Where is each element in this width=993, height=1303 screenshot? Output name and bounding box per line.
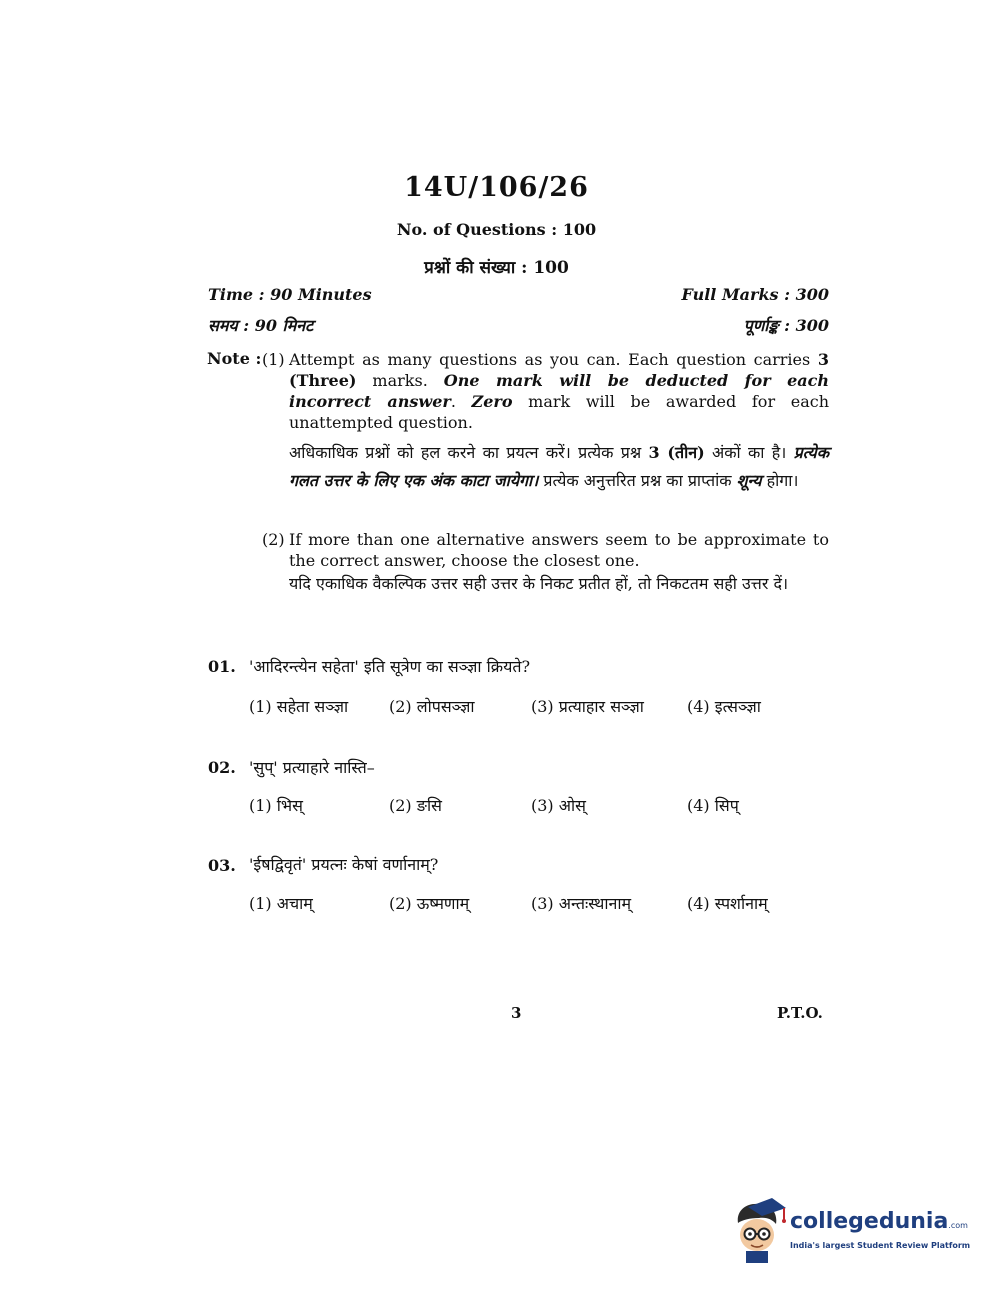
full-marks-en: Full Marks : 300 xyxy=(681,285,829,304)
question-2-option-2: (2) ङसि xyxy=(389,796,442,815)
note-2-english: If more than one alternative answers seem to be approximate to the correct answer, choose the closest one. xyxy=(289,530,829,570)
question-3-option-2: (2) ऊष्मणाम् xyxy=(389,894,470,913)
question-3-option-1: (1) अचाम् xyxy=(249,894,313,913)
note-label: Note : xyxy=(207,349,262,368)
note-2-number: (2) xyxy=(262,530,285,549)
full-marks-hi: पूर्णाङ्क : 300 xyxy=(743,316,829,335)
question-2-number: 02. xyxy=(208,758,236,777)
collegedunia-logo xyxy=(732,1195,971,1265)
question-1-option-1: (1) सहेता सञ्ज्ञा xyxy=(249,697,349,716)
question-1-number: 01. xyxy=(208,657,236,676)
number-of-questions-en: No. of Questions : 100 xyxy=(396,220,597,239)
question-1-option-4: (4) इत्सञ्ज्ञा xyxy=(687,697,761,716)
question-3-option-4: (4) स्पर्शानाम् xyxy=(687,894,768,913)
question-2-option-4: (4) सिप् xyxy=(687,796,739,815)
page-number: 3 xyxy=(511,1004,522,1022)
mascot-icon xyxy=(732,1195,788,1265)
logo-tagline: India's largest Student Review Platform xyxy=(790,1241,971,1250)
note-2-hindi: यदि एकाधिक वैकल्पिक उत्तर सही उत्तर के निकट प्रतीत हों, तो निकटतम सही उत्तर दें। xyxy=(289,574,789,593)
time-hi: समय : 90 मिनट xyxy=(208,316,314,335)
number-of-questions-hi: प्रश्नों की संख्या : 100 xyxy=(424,258,569,278)
question-3-number: 03. xyxy=(208,856,236,875)
question-2-option-3: (3) ओस् xyxy=(531,796,586,815)
question-2-option-1: (1) भिस् xyxy=(249,796,303,815)
time-en: Time : 90 Minutes xyxy=(208,285,372,304)
question-1-text: 'आदिरन्त्येन सहेता' इति सूत्रेण का सञ्ज्ञा क्रियते? xyxy=(249,657,531,676)
note-1-number: (1) xyxy=(262,350,285,369)
note-1-english: Attempt as many questions as you can. Each question carries 3 (Three) marks. One mark will be deducted for each incorrect answer. Zero mark will be awarded for each unattempted question. xyxy=(289,350,830,432)
logo-wordmark: collegedunia.com xyxy=(790,1209,968,1234)
question-2-text: 'सुप्' प्रत्याहारे नास्ति– xyxy=(249,758,375,777)
question-3-option-3: (3) अन्तःस्थानाम् xyxy=(531,894,632,913)
paper-code: 14U/106/26 xyxy=(404,172,589,203)
note-1-hindi: अधिकाधिक प्रश्नों को हल करने का प्रयत्न करें। प्रत्येक प्रश्न 3 (तीन) अंकों का है। प्रत्येक गलत उत्तर के लिए एक अंक काटा जायेगा। प्रत्येक अनुत्तरित प्रश्न का प्राप्तांक शून्य होगा। xyxy=(289,443,829,490)
question-3-text: 'ईषद्विवृतं' प्रयत्नः केषां वर्णानाम्? xyxy=(249,855,439,874)
question-1-option-2: (2) लोपसञ्ज्ञा xyxy=(389,697,475,716)
question-1-option-3: (3) प्रत्याहार सञ्ज्ञा xyxy=(531,697,644,716)
pto-label: P.T.O. xyxy=(777,1004,823,1022)
